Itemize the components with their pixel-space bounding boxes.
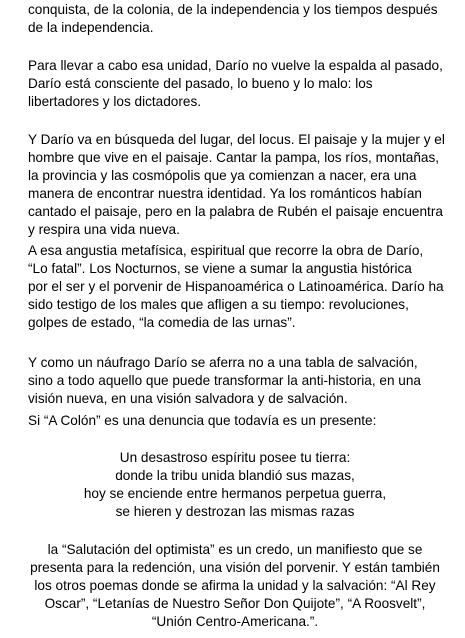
poem-verse: donde la tribu unida blandió sus mazas, bbox=[115, 468, 355, 483]
text-line: hombre que vive en el paisaje. Cantar la pampa, los ríos, montañas, bbox=[28, 150, 440, 165]
text-line: los otros poemas donde se afirma la unidad y la salvación: “Al Rey bbox=[34, 578, 436, 593]
text-line: “Lo fatal”. Los Nocturnos, se viene a sumar la angustia histórica bbox=[28, 261, 412, 276]
text-line: Para llevar a cabo esa unidad, Darío no vuelve la espalda al pasado, bbox=[28, 58, 443, 73]
poem-verse: se hieren y destrozan las mismas razas bbox=[115, 504, 355, 519]
text-line: manera de encontrar nuestra identidad. Ya los románticos habían bbox=[28, 186, 422, 201]
text-line: de la independencia. bbox=[28, 20, 154, 35]
text-line: Y Darío va en búsqueda del lugar, del locus. El paisaje y la mujer y el bbox=[28, 132, 445, 147]
text-line: golpes de estado, “la comedia de las urnas”. bbox=[28, 315, 296, 330]
text-line: cantado el paisaje, pero en la palabra de Rubén el paisaje encuentra bbox=[28, 204, 443, 219]
text-line: libertadores y los dictadores. bbox=[28, 94, 202, 109]
text-line: Darío está consciente del pasado, lo bueno y lo malo: los bbox=[28, 76, 373, 91]
poem-verse: hoy se enciende entre hermanos perpetua guerra, bbox=[83, 486, 387, 501]
text-line: presenta para la redención, una visión del porvenir. Y están también bbox=[30, 560, 440, 575]
text-line: por el ser y el porvenir de Hispanoamérica o Latinoamérica. Darío ha bbox=[28, 279, 444, 294]
text-line: Y como un náufrago Darío se aferra no a una tabla de salvación, bbox=[28, 355, 418, 370]
text-line: la provincia y las cosmópolis que ya comienzan a nacer, era una bbox=[28, 168, 417, 183]
paragraph-a-colon bbox=[28, 412, 448, 430]
poem-verse: Un desastroso espíritu posee tu tierra: bbox=[119, 450, 351, 465]
text-line: sino a todo aquello que puede transformar la anti-historia, en una bbox=[28, 373, 421, 388]
paragraph-salutacion bbox=[30, 541, 440, 631]
text-line: visión nueva, en una visión salvadora y de salvación. bbox=[28, 391, 348, 406]
text-line: conquista, de la colonia, de la independencia y los tiempos después bbox=[28, 2, 438, 17]
text-line: y respira una vida nueva. bbox=[28, 222, 180, 237]
text-line: Oscar”, “Letanías de Nuestro Señor Don Quijote”, “A Roosvelt”, bbox=[44, 596, 426, 611]
paragraph-unity bbox=[28, 57, 448, 111]
text-line: “Unión Centro-Americana.”. bbox=[151, 614, 319, 629]
paragraph-locus bbox=[28, 131, 448, 239]
poem-quote bbox=[50, 449, 420, 521]
text-line: A esa angustia metafísica, espiritual que recorre la obra de Darío, bbox=[28, 243, 424, 258]
paragraph-shipwreck bbox=[28, 354, 448, 408]
paragraph-independence bbox=[28, 1, 448, 37]
text-line: Si “A Colón” es una denuncia que todavía es un presente: bbox=[28, 413, 377, 428]
text-line: la “Salutación del optimista” es un credo, un manifiesto que se bbox=[47, 542, 423, 557]
text-line: sido testigo de los males que afligen a su tiempo: revoluciones, bbox=[28, 297, 409, 312]
paragraph-anguish bbox=[28, 242, 448, 332]
